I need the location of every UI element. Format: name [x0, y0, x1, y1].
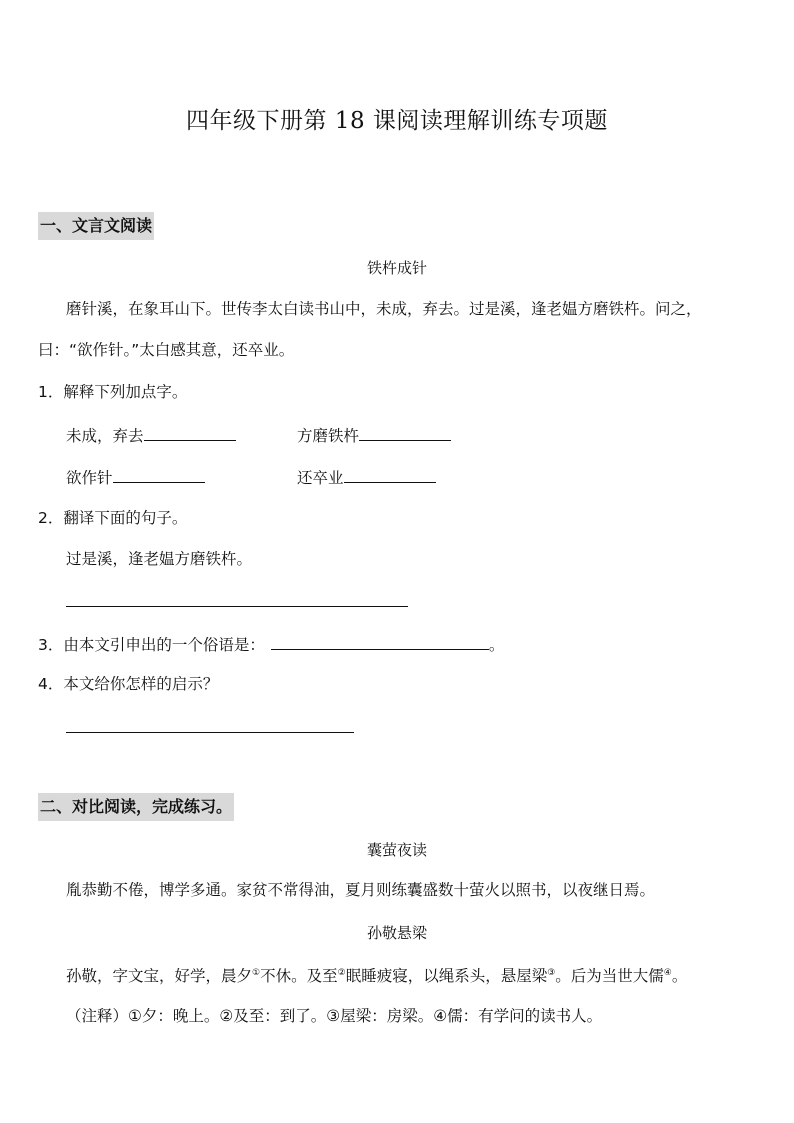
question-3 — [38, 633, 504, 655]
q1-item-3-text: 欲作针 — [66, 469, 113, 487]
footnotes: （注释）①夕：晚上。②及至：到了。③屋梁：房梁。④儒：有学问的读书人。 — [66, 1007, 603, 1025]
q1-item-4 — [297, 466, 436, 488]
q1-item-4-text: 还卒业 — [297, 469, 344, 487]
passage-text: 。 — [671, 967, 688, 986]
answer-line-q4[interactable] — [66, 732, 354, 733]
passage-nang-ying-ye-du: 胤恭勤不倦，博学多通。家贫不常得油，夏月则练囊盛数十萤火以照书，以夜继日焉。 — [66, 881, 656, 899]
answer-blank[interactable] — [144, 424, 236, 441]
footnote-ref-4: ④ — [663, 968, 672, 978]
section-header-classical-reading: 一、文言文阅读 — [38, 212, 154, 240]
q1-item-1-text: 未成，弃去 — [66, 427, 144, 445]
answer-blank[interactable] — [271, 633, 489, 650]
passage-title-nang-ying-ye-du: 囊萤夜读 — [366, 841, 427, 859]
passage-sun-jing-xuan-liang — [66, 963, 687, 986]
passage-line-1: 磨针溪，在象耳山下。世传李太白读书山中，未成，弃去。过是溪，逢老媪方磨铁杵。问之， — [66, 300, 702, 318]
passage-text: 孙敬，字文宝，好学，晨夕 — [66, 967, 253, 986]
passage-title-sun-jing-xuan-liang: 孙敬悬梁 — [366, 924, 427, 942]
answer-line-q2[interactable] — [66, 606, 408, 607]
answer-blank[interactable] — [344, 466, 436, 483]
page-title: 四年级下册第 18 课阅读理解训练专项题 — [186, 108, 608, 134]
question-4: 4．本文给你怎样的启示？ — [38, 675, 219, 693]
footnote-ref-2: ② — [337, 968, 346, 978]
passage-title-tie-chu-cheng-zhen: 铁杵成针 — [366, 259, 427, 277]
footnote-ref-1: ① — [252, 968, 261, 978]
q2-sentence: 过是溪，逢老媪方磨铁杵。 — [66, 550, 253, 568]
q1-item-2 — [297, 424, 451, 446]
answer-blank[interactable] — [113, 466, 205, 483]
question-2: 2．翻译下面的句子。 — [38, 509, 188, 527]
passage-text: 。后为当世大儒 — [555, 967, 664, 986]
q1-item-1 — [66, 424, 236, 446]
passage-text: 眠睡疲寝，以绳系头，悬屋梁 — [345, 967, 548, 986]
passage-text: 不休。及至 — [260, 967, 338, 986]
passage-line-2: 曰：“欲作针。”太白感其意，还卒业。 — [38, 341, 295, 359]
answer-blank[interactable] — [359, 424, 451, 441]
question-3-end: 。 — [488, 636, 505, 654]
q1-item-3 — [66, 466, 205, 488]
footnote-ref-3: ③ — [547, 968, 556, 978]
section-header-comparative-reading: 二、对比阅读，完成练习。 — [38, 793, 234, 821]
question-3-text: 3．由本文引申出的一个俗语是： — [38, 636, 265, 654]
q1-item-2-text: 方磨铁杵 — [297, 427, 360, 445]
question-1: 1．解释下列加点字。 — [38, 383, 188, 401]
